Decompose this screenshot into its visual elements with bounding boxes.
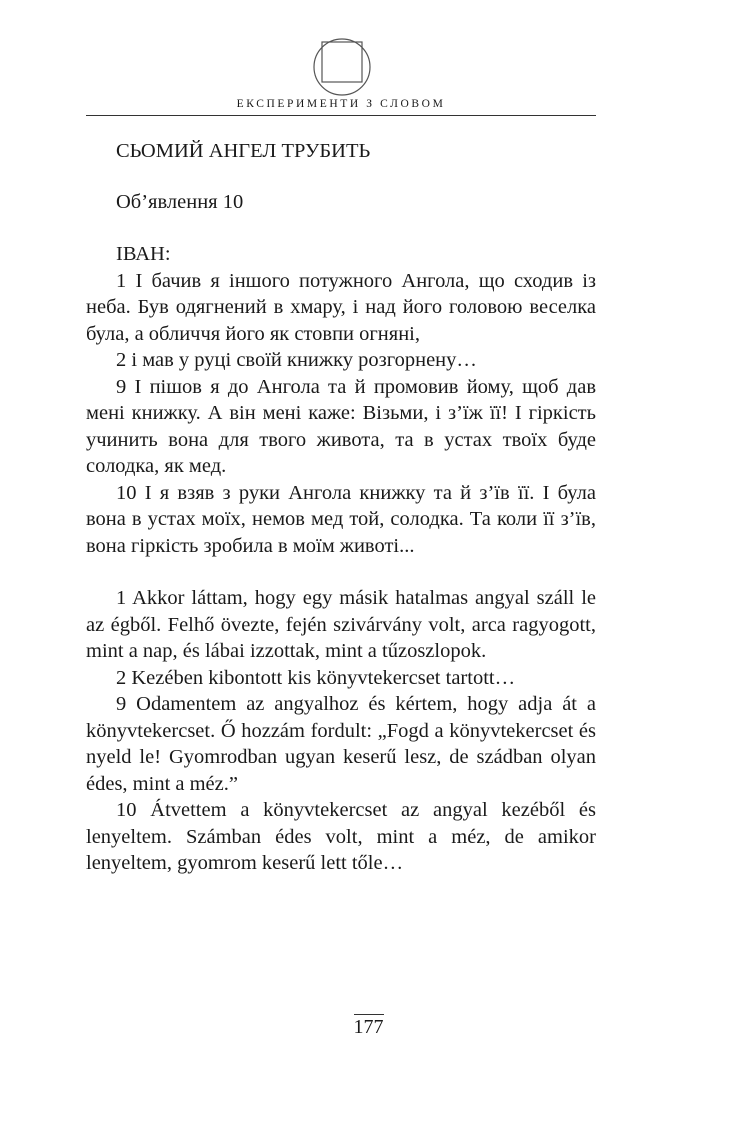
verse: 10 І я взяв з руки Ангола книжку та й з’їв її. І була вона в устах моїх, немов мед той, солодка. Та коли її з’їв, вона гіркість зробила в моїм животі... — [86, 481, 596, 557]
verse: 9 І пішов я до Ангола та й промовив йому, щоб дав мені книжку. А він мені каже: Візьми, і з’їж її! І гіркість учинить вона для твого живота, та в устах твоїх буде солодка, як мед. — [86, 375, 596, 477]
circle-square-logo-icon — [311, 36, 373, 98]
verse: 1 Akkor láttam, hogy egy másik hatalmas angyal száll le az égből. Felhő övezte, fején szivárvány volt, arca ragyogott, mint a nap, és lábai izzottak, mint a tűzoszlopok. — [86, 587, 596, 662]
running-head: ЕКСПЕРИМЕНТИ З СЛОВОМ — [236, 98, 446, 110]
verse: 1 І бачив я іншого потужного Ангола, що сходив із неба. Був одягнений в хмару, і над його головою веселка була, а обличчя його як стовпи огняні, — [86, 269, 596, 345]
page-number: 177 — [353, 1016, 384, 1038]
verse: 10 Átvettem a könyvtekercset az angyal kezéből és lenyeltem. Számban édes volt, mint a méz, de amikor lenyeltem, gyomrom keserű lett tőle… — [86, 799, 596, 874]
ukrainian-text — [86, 241, 596, 559]
hungarian-text — [86, 585, 596, 877]
speaker-label: ІВАН: — [116, 243, 171, 265]
header-rule — [86, 115, 596, 116]
verse: 2 і мав у руці своїй книжку розгорнену… — [116, 349, 477, 371]
verse: 2 Kezében kibontott kis könyvtekercset tartott… — [116, 666, 516, 689]
scripture-reference: Об’явлення 10 — [116, 191, 244, 213]
title: СЬОМИЙ АНГЕЛ ТРУБИТЬ — [116, 140, 371, 162]
verse: 9 Odamentem az angyalhoz és kértem, hogy adja át a könyvtekercset. Ő hozzám fordult: „Fogd a könyvtekercset és nyeld le! Gyomrodban ugyan keserű lesz, de szádban olyan édes, mint a méz.” — [86, 693, 596, 795]
